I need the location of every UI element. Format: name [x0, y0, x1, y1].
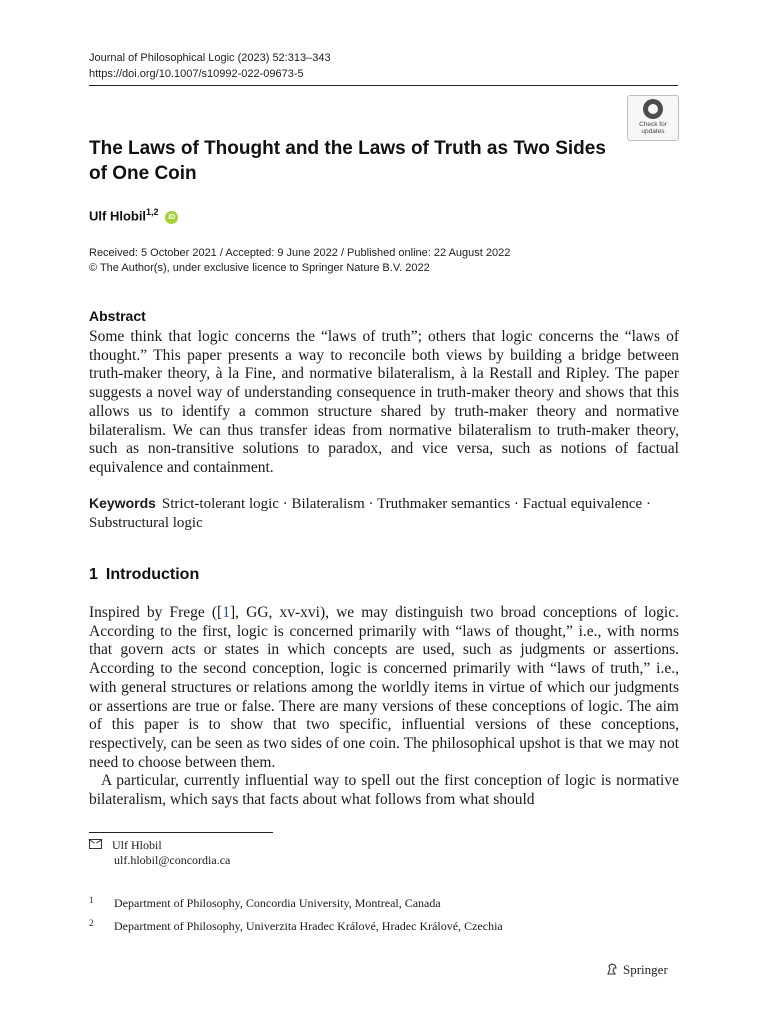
body-text [89, 604, 679, 810]
section-number: 1 [89, 566, 98, 583]
affiliation-2 [89, 916, 503, 934]
keywords-list: Strict-tolerant logic · Bilateralism · Truthmaker semantics · Factual equivalence · Substructural logic [89, 496, 651, 531]
affiliation-text: Department of Philosophy, Concordia University, Montreal, Canada [114, 896, 441, 910]
affiliation-text: Department of Philosophy, Univerzita Hradec Králové, Hradec Králové, Czechia [114, 919, 503, 933]
affiliation-number: 2 [89, 918, 94, 928]
abstract-heading: Abstract [89, 308, 146, 324]
abstract-text: Some think that logic concerns the “laws of truth”; others that logic concerns the “laws of thought.” This paper presents a way to reconcile both views by building a bridge between truth-maker theory, à la Fine, and normative bilateralism, à la Restall and Ripley. The paper suggests a novel way of understanding consequence in truth-maker theory and shows that this allows us to identify a common structure shared by truth-maker theory and normative bilateralism. We can thus transfer ideas from normative bilateralism to truth-maker theory, such as non-transitive solutions to paradox, and vice versa, such as notions of factual equivalence and containment. [89, 328, 679, 476]
publisher-logo [605, 962, 668, 978]
contact-email[interactable]: ulf.hlobil@concordia.ca [114, 853, 231, 867]
keywords [89, 494, 679, 532]
journal-header [89, 50, 331, 82]
check-for-updates-button[interactable] [627, 95, 679, 141]
citation-link[interactable]: 1 [222, 604, 230, 621]
check-updates-label: Check for updates [639, 121, 667, 135]
paragraph-1: Inspired by Frege ([1], GG, xv-xvi), we may distinguish two broad conceptions of logic. According to the first, logic is concerned primarily with “laws of thought,” i.e., with norms that govern acts or states in which concepts are used, such as judgments or assertions. According to the second conception, logic is concerned primarily with “laws of truth,” i.e., with general structures or relations among the worldly items in virtue of which our judgments or assertions are true or false. There are many versions of these conceptions of logic. The aim of this paper is to show that two specific, influential versions of these conceptions, respectively, can be seen as two sides of one coin. The philosophical upshot is that we may not need to choose between them. [89, 604, 679, 771]
doi-link[interactable]: https://doi.org/10.1007/s10992-022-09673-5 [89, 68, 304, 80]
author-line [89, 207, 178, 224]
affiliation-number: 1 [89, 895, 94, 905]
check-updates-icon [643, 99, 663, 119]
author-name[interactable]: Ulf Hlobil [89, 208, 147, 224]
orcid-icon[interactable]: iD [165, 211, 178, 224]
author-affiliation-marks: 1,2 [146, 207, 159, 217]
springer-horse-icon [605, 962, 619, 976]
publisher-name: Springer [623, 962, 668, 977]
copyright-notice: © The Author(s), under exclusive licence to Springer Nature B.V. 2022 [89, 262, 430, 274]
contact-block [89, 838, 230, 868]
footnote-rule [89, 832, 273, 833]
keywords-label: Keywords [89, 495, 156, 511]
affiliation-1 [89, 893, 441, 911]
envelope-icon [89, 839, 102, 849]
publication-info [89, 246, 510, 276]
contact-name: Ulf Hlobil [112, 838, 162, 852]
publication-dates: Received: 5 October 2021 / Accepted: 9 June 2022 / Published online: 22 August 2022 [89, 247, 511, 259]
header-rule [89, 85, 678, 86]
paragraph-2: A particular, currently influential way to spell out the first conception of logic is normative bilateralism, which says that facts about what follows from what should [89, 772, 679, 809]
article-title: The Laws of Thought and the Laws of Truth as Two Sides of One Coin [89, 138, 606, 184]
journal-citation: Journal of Philosophical Logic (2023) 52:313–343 [89, 52, 331, 64]
section-title: Introduction [105, 566, 200, 583]
section-heading [89, 566, 199, 584]
